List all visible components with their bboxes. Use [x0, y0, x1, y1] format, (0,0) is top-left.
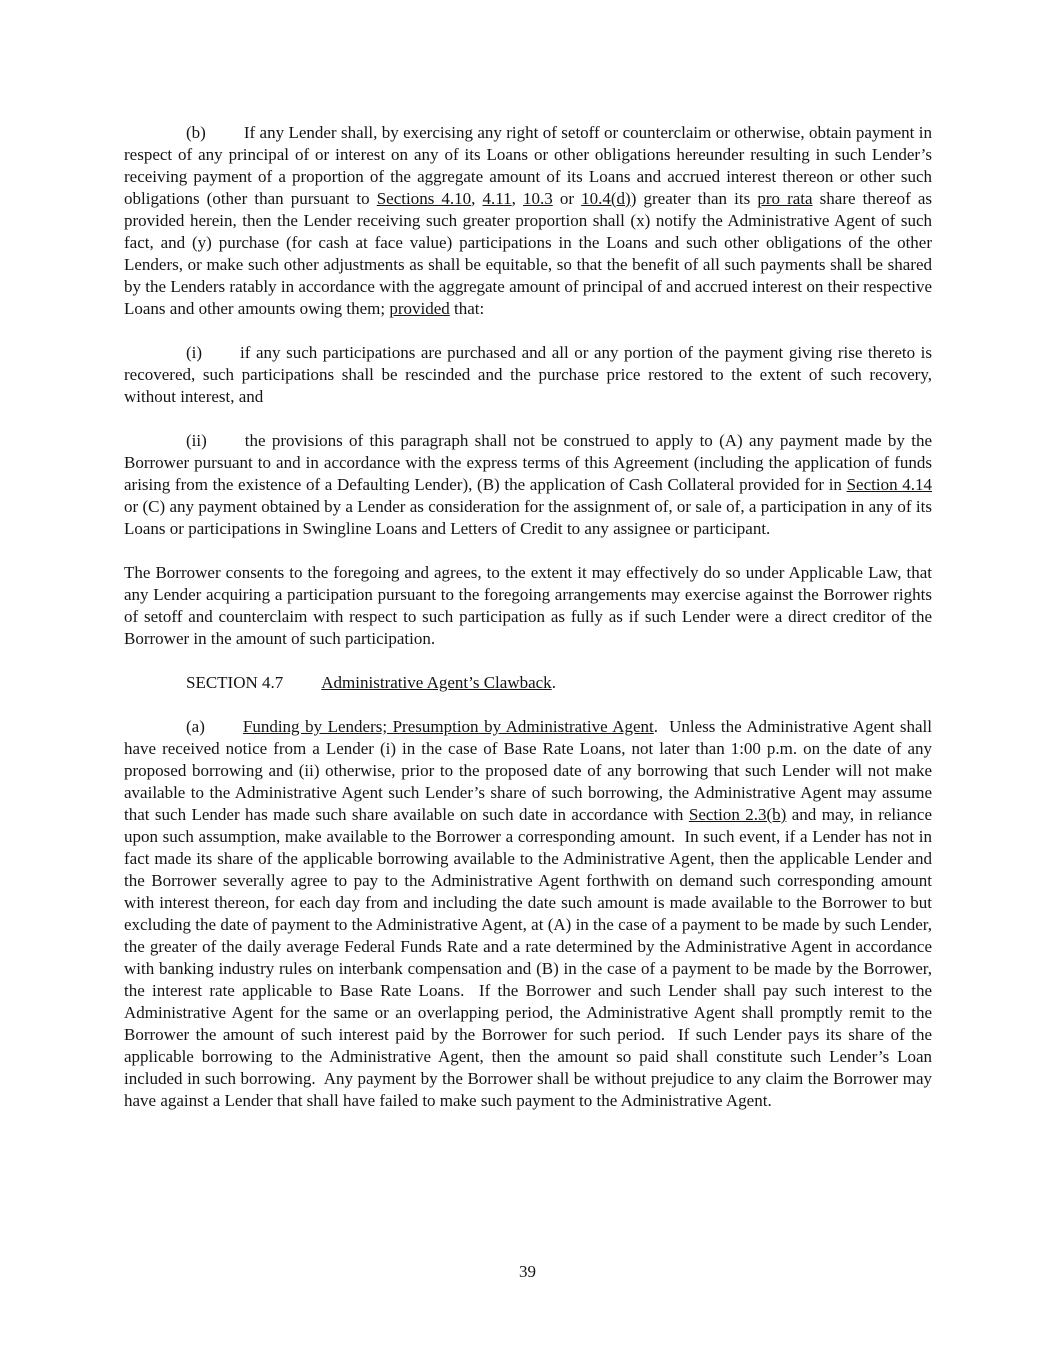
page-number: 39	[519, 1262, 536, 1281]
text-run: (b)	[186, 123, 206, 142]
text-run: SECTION 4.7	[186, 673, 284, 692]
paragraph-borrower-consent	[124, 562, 932, 650]
document-body	[124, 122, 932, 1134]
paragraph-a	[124, 716, 932, 1112]
text-run: that:	[449, 299, 485, 318]
text-run: ,	[471, 189, 483, 208]
paragraph-ii	[124, 430, 932, 540]
text-run: or	[552, 189, 582, 208]
text-run: (ii)	[186, 431, 207, 450]
text-run: . Unless the Administrative Agent shall have received notice from a Lender (i) in the case of Base Rate Loans, not later than 1:00 p.m. on the date of any proposed borrowing and (ii) otherwise, prior to the proposed date of any borrowing that such Lender will not make available to the Administrative Agent such Lender’s share of such borrowing, the Administrative Agent may assume that such Lender has made such share available on such date in accordance with	[124, 717, 932, 824]
text-run: If any Lender shall, by exercising any right of setoff or counterclaim or otherwise, obtain payment in respect of any principal of or interest on any of its Loans or other obligations hereunder resulting in such Lender’s receiving payment of a proportion of the aggregate amount of its Loans and accrued interest thereon or other such obligations (other than pursuant to	[124, 123, 932, 208]
underlined-text-run: Section 2.3(b)	[688, 805, 787, 824]
section-heading-4-7	[124, 672, 932, 694]
text-run: share thereof as provided herein, then the Lender receiving such greater proportion shall (x) notify the Administrative Agent of such fact, and (y) purchase (for cash at face value) participations in the Loans and such other obligations of the other Lenders, or make such other adjustments as shall be equitable, so that the benefit of all such payments shall be shared by the Lenders ratably in accordance with the aggregate amount of principal of and accrued interest on their respective Loans and other amounts owing them;	[124, 189, 933, 318]
text-run: and may, in reliance upon such assumption, make available to the Borrower a corresponding amount. In such event, if a Lender has not in fact made its share of the applicable borrowing available to the Administrative Agent, then the applicable Lender and the Borrower severally agree to pay to the Administrative Agent forthwith on demand such corresponding amount with interest thereon, for each day from and including the date such amount is made available to the Borrower to but excluding the date of payment to the Administrative Agent, at (A) in the case of a payment to be made by such Lender, the greater of the daily average Federal Funds Rate and a rate determined by the Administrative Agent in accordance with banking industry rules on interbank compensation and (B) in the case of a payment to be made by the Borrower, the interest rate applicable to Base Rate Loans. If the Borrower and such Lender shall pay such interest to the Administrative Agent for the same or an overlapping period, the Administrative Agent shall promptly remit to the Borrower the amount of such interest paid by the Borrower for such period. If such Lender pays its share of the applicable borrowing to the Administrative Agent, then the amount so paid shall constitute such Lender’s Loan included in such borrowing. Any payment by the Borrower shall be without prejudice to any claim the Borrower may have against a Lender that shall have failed to make such payment to the Administrative Agent.	[124, 805, 932, 1110]
tab-space	[283, 687, 321, 688]
text-run: ,	[511, 189, 524, 208]
text-run: if any such participations are purchased and all or any portion of the payment giving rise thereto is recovered, such participations shall be rescinded and the purchase price restored to the extent of such recovery, without interest, and	[124, 343, 932, 406]
paragraph-i	[124, 342, 932, 408]
tab-space	[205, 731, 243, 732]
underlined-text-run: Sections 4.10	[376, 189, 472, 208]
underlined-text-run: Section 4.14	[846, 475, 932, 494]
underlined-text-run: pro rata	[757, 189, 813, 208]
underlined-text-run: Funding by Lenders; Presumption by Administrative Agent	[242, 717, 654, 736]
underlined-text-run: 10.4(d)	[581, 189, 631, 208]
underlined-text-run: 10.3	[523, 189, 553, 208]
text-run: The Borrower consents to the foregoing and agrees, to the extent it may effectively do so under Applicable Law, that any Lender acquiring a participation pursuant to the foregoing arrangements may exercise against the Borrower rights of setoff and counterclaim with respect to such participation as fully as if such Lender were a direct creditor of the Borrower in the amount of such participation.	[124, 563, 932, 648]
text-run: (i)	[186, 343, 203, 362]
underlined-text-run: provided	[389, 299, 450, 318]
text-run: or (C) any payment obtained by a Lender as consideration for the assignment of, or sale of, a participation in any of its Loans or participations in Swingline Loans and Letters of Credit to any assignee or participant.	[124, 497, 932, 538]
text-run: ) greater than its	[630, 189, 758, 208]
paragraph-b	[124, 122, 932, 320]
text-run: .	[551, 673, 556, 692]
text-run: (a)	[186, 717, 205, 736]
underlined-text-run: 4.11	[482, 189, 512, 208]
text-run: the provisions of this paragraph shall not be construed to apply to (A) any payment made by the Borrower pursuant to and in accordance with the express terms of this Agreement (including the application of funds arising from the existence of a Defaulting Lender), (B) the application of Cash Collateral provided for in	[124, 431, 932, 494]
tab-space	[202, 357, 240, 358]
underlined-text-run: Administrative Agent’s Clawback	[321, 673, 552, 692]
tab-space	[206, 137, 244, 138]
tab-space	[207, 445, 245, 446]
